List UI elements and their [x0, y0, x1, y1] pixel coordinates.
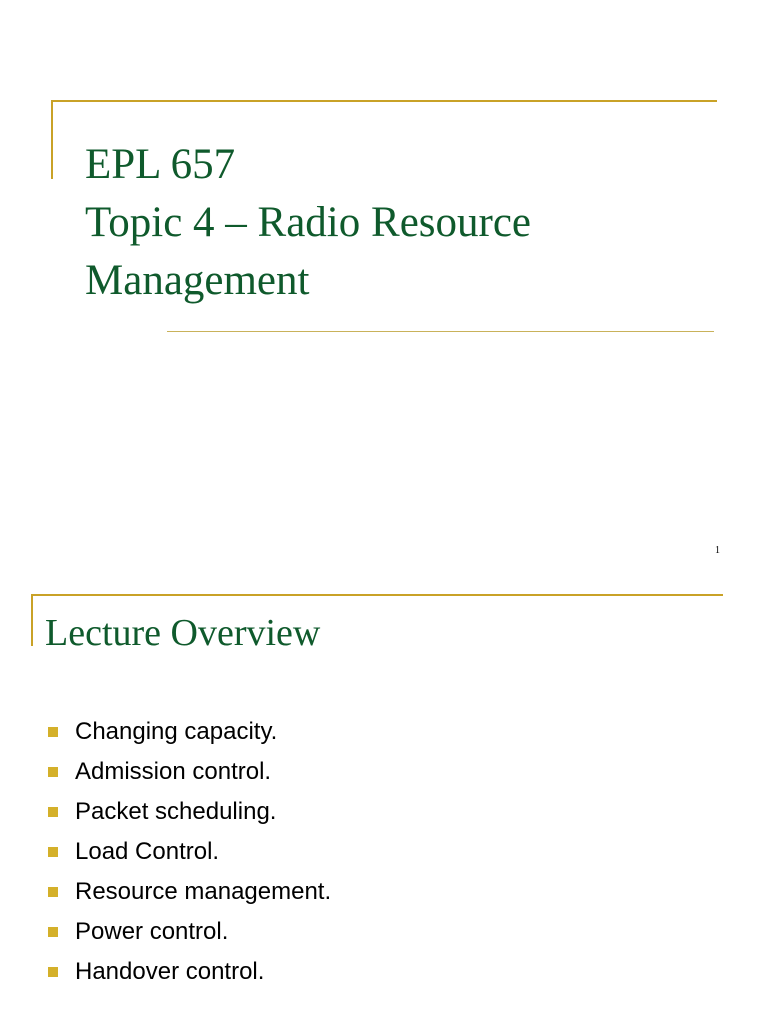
title-left-rule: [51, 100, 53, 179]
square-bullet-icon: [48, 807, 58, 817]
list-item: [48, 872, 331, 912]
list-item-text: Admission control.: [75, 758, 272, 785]
square-bullet-icon: [48, 727, 58, 737]
list-item-text: Handover control.: [75, 958, 265, 985]
square-bullet-icon: [48, 927, 58, 937]
title-top-rule: [51, 100, 717, 102]
slide-2-title: Lecture Overview: [45, 612, 321, 654]
list-item: [48, 912, 331, 952]
list-item: [48, 792, 331, 832]
list-item-text: Power control.: [75, 918, 229, 945]
list-item: [48, 712, 331, 752]
list-item: [48, 752, 331, 792]
list-item-text: Resource management.: [75, 878, 332, 905]
heading-top-rule: [31, 594, 723, 596]
slide-2: [0, 576, 768, 1024]
square-bullet-icon: [48, 847, 58, 857]
list-item-text: Changing capacity.: [75, 718, 278, 745]
title-bottom-rule: [167, 331, 714, 332]
list-item: [48, 952, 331, 992]
overview-bullet-list: [48, 712, 331, 992]
page-number: 1: [715, 545, 720, 556]
square-bullet-icon: [48, 967, 58, 977]
title-line-course: EPL 657: [85, 141, 236, 188]
title-line-topic: Topic 4 – Radio Resource: [85, 199, 531, 246]
square-bullet-icon: [48, 767, 58, 777]
list-item-text: Packet scheduling.: [75, 798, 277, 825]
slide-1-title: [85, 136, 705, 310]
list-item: [48, 832, 331, 872]
heading-left-rule: [31, 594, 33, 646]
list-item-text: Load Control.: [75, 838, 220, 865]
square-bullet-icon: [48, 887, 58, 897]
title-line-subject: Management: [85, 257, 310, 304]
